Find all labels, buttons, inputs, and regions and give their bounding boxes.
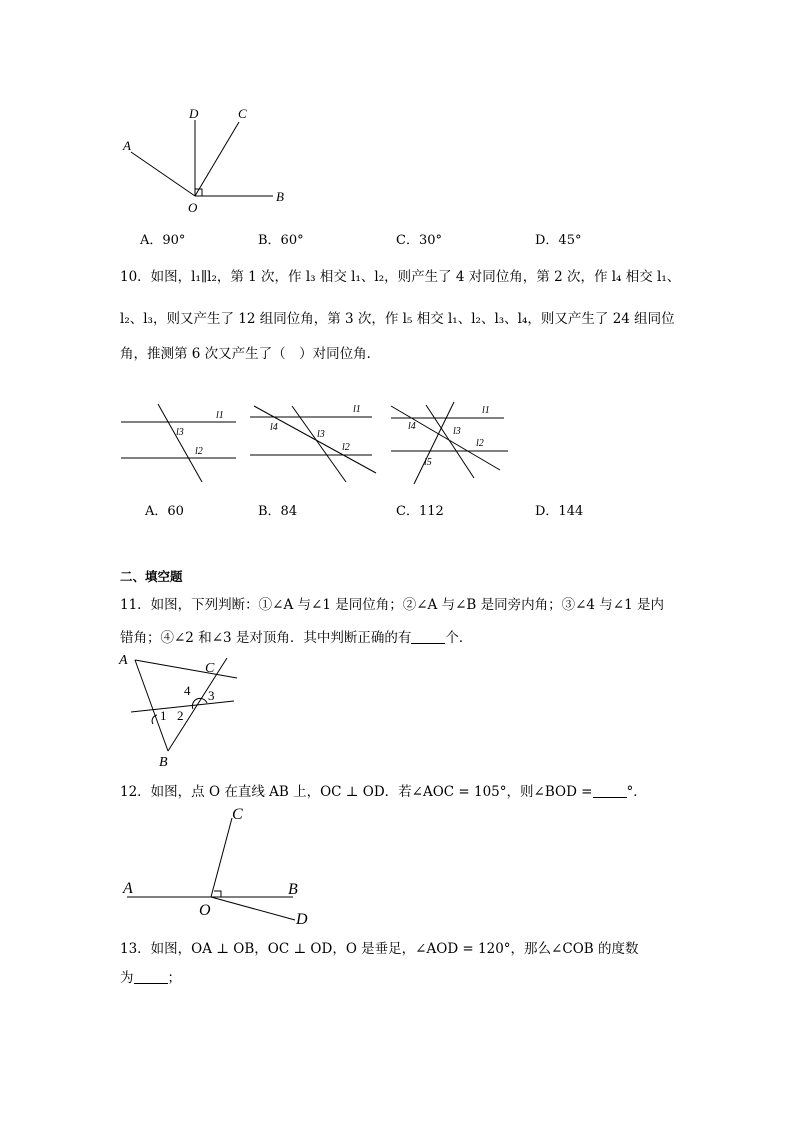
q9-option-a: A．90° <box>140 233 186 248</box>
ray-oc <box>195 122 239 196</box>
q13-line1: 13．如图，OA ⊥ OB，OC ⊥ OD，O 是垂足，∠AOD = 120°，那么∠COB 的度数 <box>120 941 639 957</box>
svg-text:A: A <box>119 653 128 668</box>
q13-answer-blank[interactable] <box>134 971 168 984</box>
q11-line2 <box>120 626 472 646</box>
svg-text:l2: l2 <box>342 442 350 453</box>
q13-line2-end: ； <box>167 970 181 986</box>
label-a: A <box>123 138 131 153</box>
q10-figure <box>118 398 518 486</box>
label-b: B <box>276 189 284 204</box>
ray-oa <box>131 152 195 196</box>
svg-text:l5: l5 <box>424 457 432 468</box>
q10-option-d: D．144 <box>535 504 584 519</box>
svg-text:O: O <box>199 902 211 919</box>
q10-option-c: C．112 <box>396 504 444 519</box>
svg-text:4: 4 <box>184 683 191 698</box>
svg-text:l4: l4 <box>270 422 278 433</box>
svg-text:C: C <box>205 661 215 676</box>
svg-text:1: 1 <box>160 708 167 723</box>
svg-text:l3: l3 <box>453 426 461 437</box>
svg-text:l3: l3 <box>317 429 325 440</box>
q9-option-b: B．60° <box>258 233 304 248</box>
q9-figure <box>115 100 305 215</box>
svg-text:l1: l1 <box>482 405 490 416</box>
svg-text:B: B <box>159 755 168 770</box>
q10-figure-3 <box>391 402 508 484</box>
q12-figure <box>115 800 325 928</box>
q11-line2-text: 错角；④∠2 和∠3 是对顶角．其中判断正确的有 <box>120 630 412 646</box>
svg-text:l4: l4 <box>408 421 416 432</box>
q10-line3: 角，推测第 6 次又产生了（ ）对同位角． <box>120 346 381 362</box>
svg-text:A: A <box>123 880 133 897</box>
q10-option-a: A．60 <box>145 504 184 519</box>
label-d: D <box>189 106 199 121</box>
q10-figure-1 <box>121 404 236 482</box>
svg-text:3: 3 <box>208 688 215 703</box>
label-c: C <box>238 106 247 121</box>
q11-answer-blank[interactable] <box>411 631 445 644</box>
q11-figure <box>115 648 245 770</box>
svg-text:l1: l1 <box>353 404 361 415</box>
section-heading: 二、填空题 <box>120 569 183 584</box>
svg-text:C: C <box>232 806 243 823</box>
q13-line2 <box>120 966 181 986</box>
q12-text-end: °． <box>626 784 647 800</box>
q9-option-d: D．45° <box>535 233 582 248</box>
q10-figure-2 <box>250 404 376 482</box>
svg-text:B: B <box>288 881 298 898</box>
svg-text:l1: l1 <box>216 410 224 421</box>
q12-line <box>120 780 647 800</box>
q9-option-c: C．30° <box>396 233 442 248</box>
q11-line2-end: 个． <box>445 630 473 646</box>
svg-text:D: D <box>296 911 308 928</box>
q11-line1: 11．如图，下列判断：①∠A 与∠1 是同位角；②∠A 与∠B 是同旁内角；③∠4 与∠1 是内 <box>120 597 664 613</box>
q10-line2: l₂、l₃，则又产生了 12 组同位角，第 3 次，作 l₅ 相交 l₁、l₂、l₃、l₄，则又产生了 24 组同位 <box>120 311 675 327</box>
q10-option-b: B．84 <box>258 504 298 519</box>
svg-text:l2: l2 <box>195 446 203 457</box>
svg-text:l3: l3 <box>176 427 184 438</box>
q12-answer-blank[interactable] <box>593 785 627 798</box>
q13-line2-text: 为 <box>120 970 134 986</box>
svg-text:2: 2 <box>177 708 184 723</box>
q10-line1: 10．如图，l₁∥l₂，第 1 次，作 l₃ 相交 l₁、l₂，则产生了 4 对同位角，第 2 次，作 l₄ 相交 l₁、 <box>120 269 681 285</box>
q12-text: 12．如图，点 O 在直线 AB 上，OC ⊥ OD．若∠AOC = 105°，则∠BOD = <box>120 784 593 800</box>
svg-text:l2: l2 <box>476 438 484 449</box>
label-o: O <box>188 200 198 215</box>
